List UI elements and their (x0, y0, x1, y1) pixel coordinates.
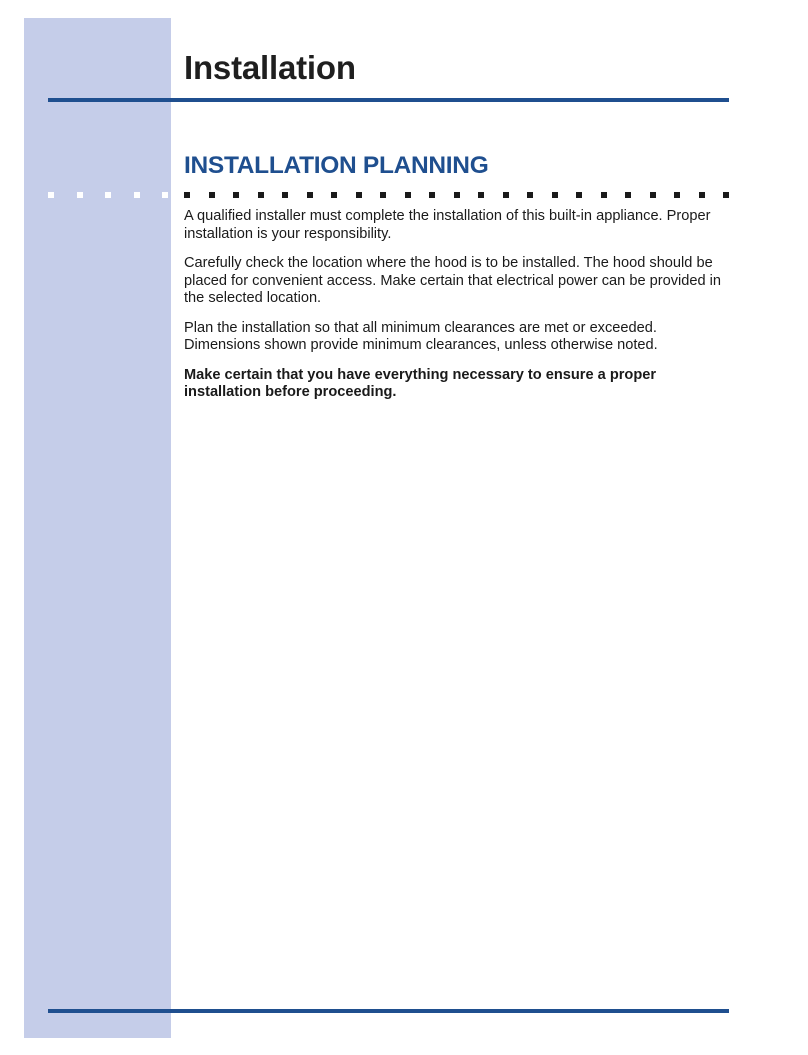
sidebar-panel (24, 18, 171, 1038)
bold-note: Make certain that you have everything necessary to ensure a proper installation before proceeding. (184, 366, 657, 400)
bottom-divider (48, 1009, 729, 1013)
page-title: Installation (184, 49, 356, 86)
paragraph-clearances: Plan the installation so that all minimum clearances are met or exceeded. Dimensions shown provide minimum clearances, unless otherwise noted. (184, 319, 658, 353)
paragraph-check-location: Carefully check the location where the hood is to be installed. The hood should be placed for convenient access. Make certain that electrical power can be provided in the selected location. (184, 255, 722, 306)
section-heading: INSTALLATION PLANNING (184, 152, 489, 179)
top-divider (48, 98, 729, 102)
dotted-divider (184, 192, 729, 198)
sidebar-dotted-divider (48, 192, 168, 198)
paragraph-qualified-installer: A qualified installer must complete the installation of this built-in appliance. Proper installation is your responsibility. (184, 208, 711, 242)
body-text (184, 208, 734, 414)
